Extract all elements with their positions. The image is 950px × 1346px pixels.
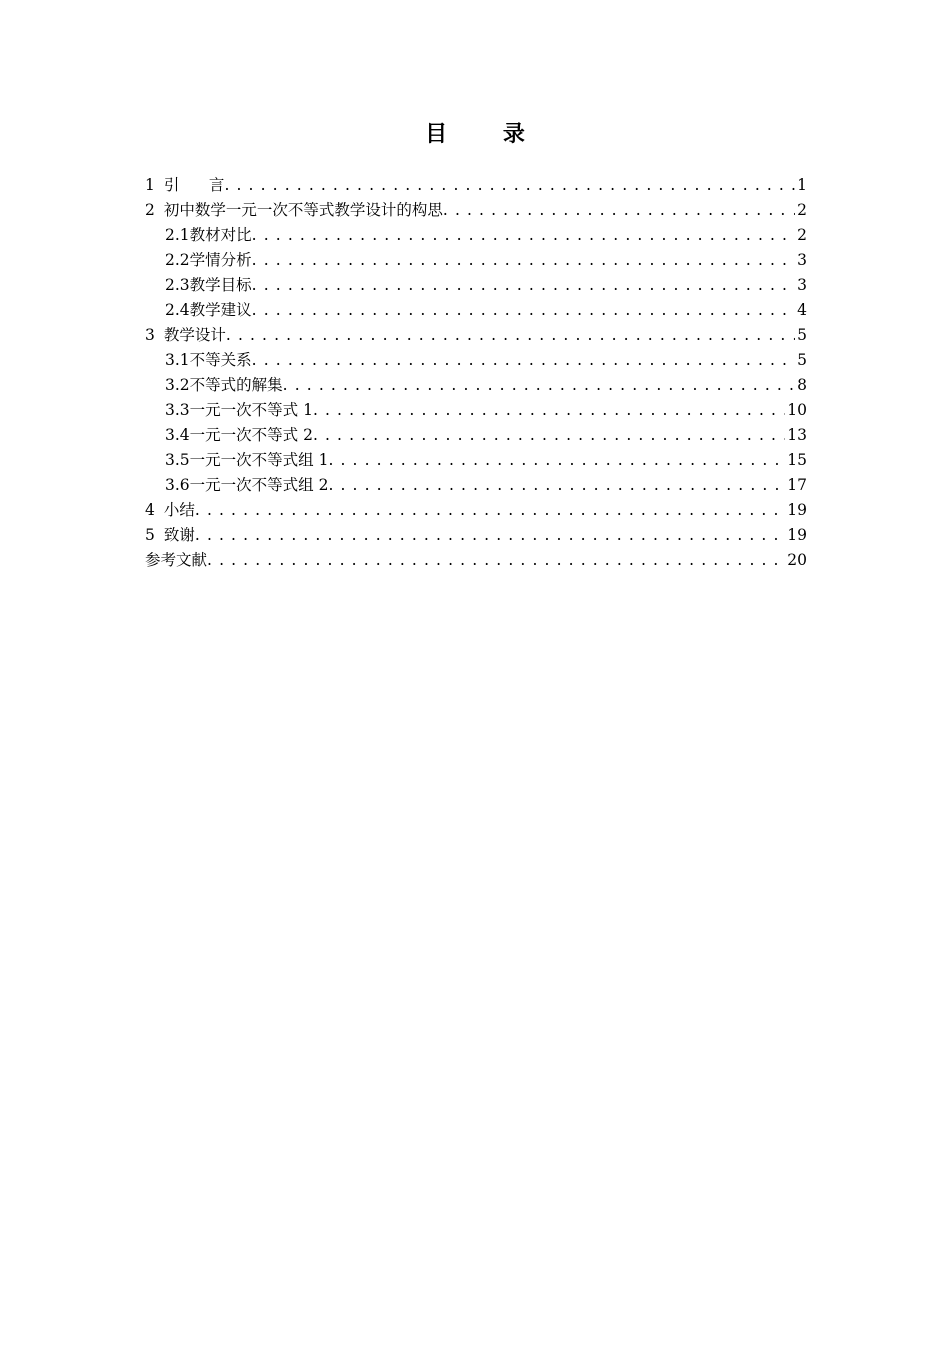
toc-entry[interactable] [145, 323, 807, 348]
toc-entry-title: 致谢 [163, 526, 195, 544]
toc-leader-dots [252, 223, 795, 248]
toc-entry[interactable] [145, 173, 807, 198]
toc-entry-title: 学情分析 [189, 251, 252, 269]
toc-entry-number: 2.1 [165, 226, 190, 244]
toc-entry-page: 8 [797, 376, 807, 394]
page-title: 目 录 [425, 122, 549, 147]
toc-entry-title: 教学目标 [189, 276, 252, 294]
toc-entry-number: 3.3 [165, 401, 190, 419]
toc-entry-page: 13 [787, 426, 807, 444]
toc-entry[interactable] [145, 398, 807, 423]
toc-entry-title: 小结 [163, 501, 195, 519]
toc-entry-page: 20 [787, 551, 807, 569]
toc-leader-dots [252, 298, 795, 323]
toc-entry[interactable] [145, 423, 807, 448]
toc-entry-page: 3 [797, 276, 807, 294]
toc-entry-number: 3.2 [165, 376, 190, 394]
toc-leader-dots [313, 398, 785, 423]
toc-entry-page: 19 [787, 526, 807, 544]
toc-entry[interactable] [145, 523, 807, 548]
toc-entry-number: 3.5 [165, 451, 190, 469]
toc-entry-number: 3.6 [165, 476, 190, 494]
toc-entry-page: 10 [787, 401, 807, 419]
toc-entry-number: 4 [145, 501, 155, 519]
toc-entry-page: 5 [797, 351, 807, 369]
toc-entry-title: 一元一次不等式 2 [189, 426, 313, 444]
toc-entry-title: 初中数学一元一次不等式教学设计的构思 [163, 201, 443, 219]
toc-entry-page: 1 [797, 176, 807, 194]
toc-entry[interactable] [145, 298, 807, 323]
toc-entry-page: 4 [797, 301, 807, 319]
toc-leader-dots [328, 473, 785, 498]
toc-entry-number: 2 [145, 201, 155, 219]
toc-leader-dots [252, 348, 795, 373]
toc-leader-dots [226, 323, 795, 348]
toc-entry-title: 一元一次不等式组 1 [189, 451, 329, 469]
toc-leader-dots [252, 248, 795, 273]
toc-entry-title: 教材对比 [189, 226, 252, 244]
toc-entry[interactable] [145, 348, 807, 373]
toc-entry-number: 2.4 [165, 301, 190, 319]
toc-entry-page: 15 [787, 451, 807, 469]
toc-entry-number: 3.1 [165, 351, 190, 369]
toc-entry-page: 17 [787, 476, 807, 494]
toc-leader-dots [224, 173, 795, 198]
toc-entry-title: 不等关系 [189, 351, 252, 369]
toc-entry[interactable] [145, 373, 807, 398]
toc-entry[interactable] [145, 248, 807, 273]
table-of-contents [145, 173, 807, 573]
toc-leader-dots [443, 198, 795, 223]
toc-entry-page: 19 [787, 501, 807, 519]
toc-entry-title: 参考文献 [145, 551, 208, 569]
toc-entry[interactable] [145, 448, 807, 473]
toc-entry-title: 一元一次不等式 1 [189, 401, 313, 419]
toc-entry-number: 2.2 [165, 251, 190, 269]
toc-entry[interactable] [145, 223, 807, 248]
toc-entry-page: 3 [797, 251, 807, 269]
toc-entry-number: 1 [145, 176, 155, 194]
toc-entry-title: 引 言 [163, 176, 225, 194]
toc-leader-dots [283, 373, 795, 398]
toc-entry[interactable] [145, 548, 807, 573]
toc-entry-page: 2 [797, 201, 807, 219]
toc-entry-page: 2 [797, 226, 807, 244]
toc-entry-page: 5 [797, 326, 807, 344]
toc-entry[interactable] [145, 198, 807, 223]
toc-entry-number: 2.3 [165, 276, 190, 294]
toc-entry[interactable] [145, 498, 807, 523]
toc-entry-number: 3.4 [165, 426, 190, 444]
toc-leader-dots [195, 523, 785, 548]
toc-leader-dots [195, 498, 785, 523]
toc-entry[interactable] [145, 473, 807, 498]
toc-entry-title: 教学建议 [189, 301, 252, 319]
toc-entry-title: 不等式的解集 [189, 376, 283, 394]
toc-leader-dots [313, 423, 785, 448]
toc-entry-number: 5 [145, 526, 155, 544]
toc-entry[interactable] [145, 273, 807, 298]
toc-entry-title: 教学设计 [163, 326, 226, 344]
toc-entry-number: 3 [145, 326, 155, 344]
toc-leader-dots [328, 448, 785, 473]
toc-leader-dots [252, 273, 795, 298]
toc-entry-title: 一元一次不等式组 2 [189, 476, 329, 494]
toc-leader-dots [207, 548, 785, 573]
